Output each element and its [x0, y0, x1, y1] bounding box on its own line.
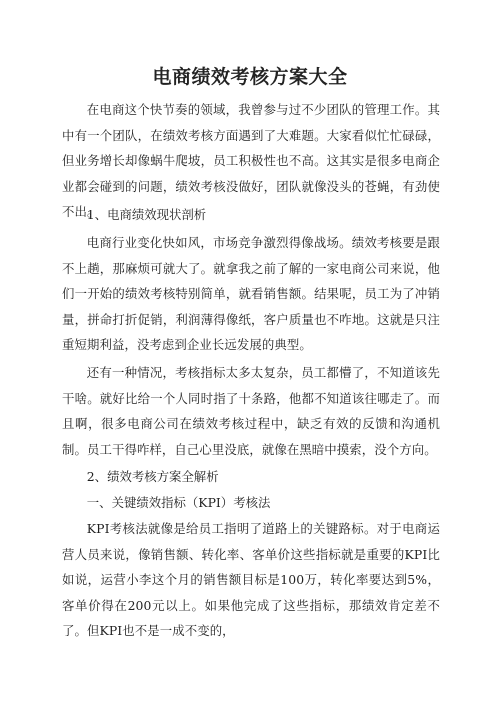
section-heading-2: 2、绩效考核方案全解析	[86, 469, 219, 484]
subsection-heading: 一、关键绩效指标（KPI）考核法	[86, 495, 271, 510]
intro-paragraph: 在电商这个快节奏的领域，我曾参与过不少团队的管理工作。其中有一个团队，在绩效考核方面遇到了大难题。大家看似忙忙碌碌，但业务增长却像蜗牛爬坡，员工积极性也不高。这其实是很多电商企业都会碰到的问题，绩效考核没做好，团队就像没头的苍蝇，有劲使不出。	[62, 102, 440, 220]
document-title: 电商绩效考核方案大全	[152, 66, 348, 88]
section-heading-1: 1、电商绩效现状剖析	[86, 207, 207, 222]
body-paragraph: 电商行业变化快如风，市场竞争激烈得像战场。绩效考核要是跟不上趟，那麻烦可就大了。就拿我之前了解的一家电商公司来说，他们一开始的绩效考核特别简单，就看销售额。结果呢，员工为了冲销量，拼命打折促销，利润薄得像纸，客户质量也不咋地。这就是只注重短期利益，没考虑到企业长远发展的典型。	[62, 235, 440, 353]
body-paragraph: 还有一种情况，考核指标太多太复杂，员工都懵了，不知道该先干啥。就好比给一个人同时指了十条路，他都不知道该往哪走了。而且啊，很多电商公司在绩效考核过程中，缺乏有效的反馈和沟通机制。员工干得咋样，自己心里没底，就像在黑暗中摸索，没个方向。	[62, 365, 440, 457]
body-paragraph: KPI考核法就像是给员工指明了道路上的关键路标。对于电商运营人员来说，像销售额、转化率、客单价这些指标就是重要的KPI比如说，运营小李这个月的销售额目标是100万，转化率要达到5%，客单价得在200元以上。如果他完成了这些指标，那绩效肯定差不了。但KPI也不是一成不变的，	[62, 521, 440, 639]
